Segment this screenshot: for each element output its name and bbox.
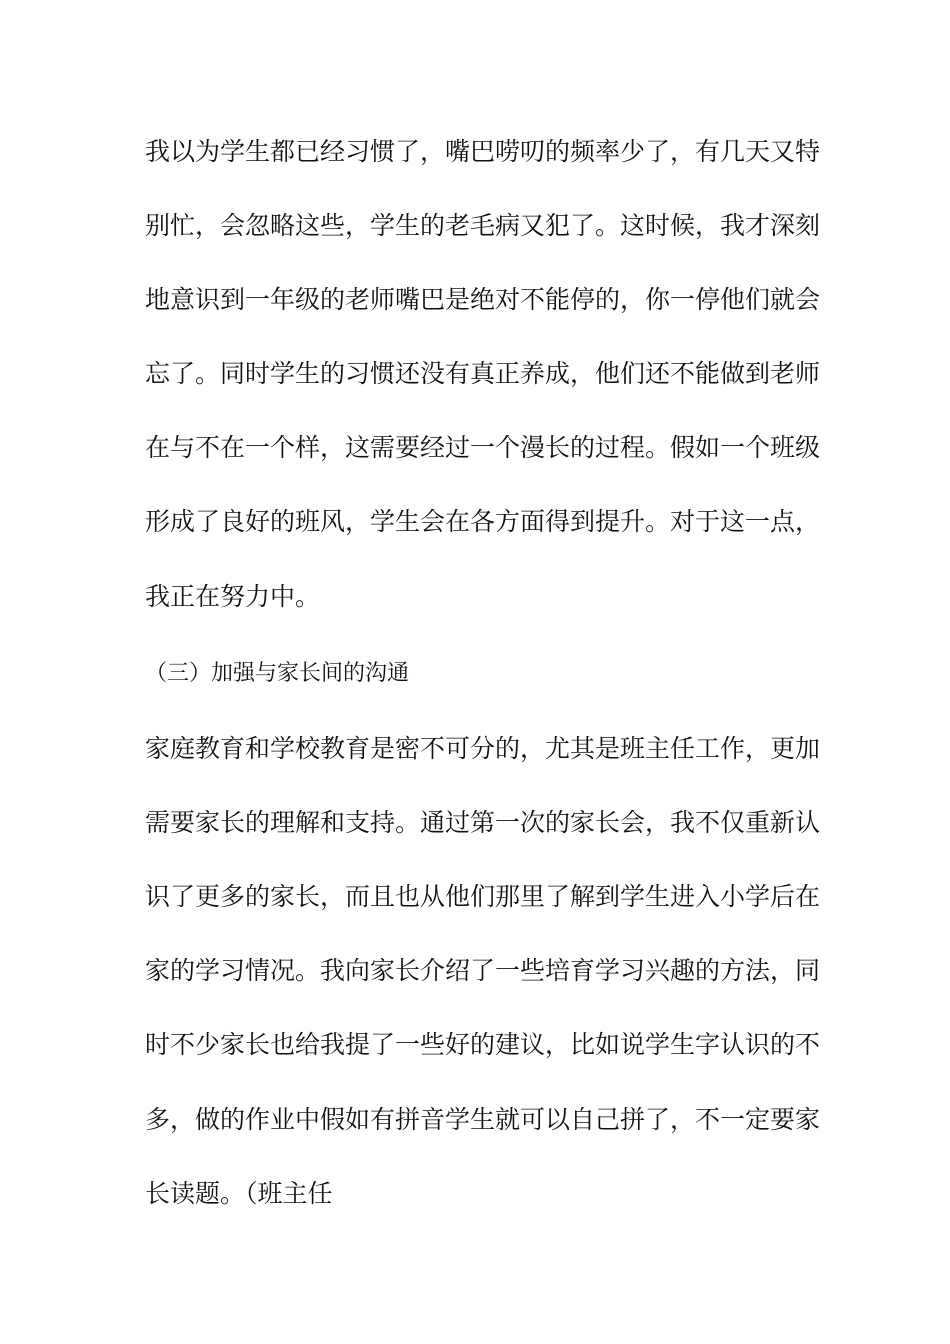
paragraph-1-line-4: 忘了。同时学生的习惯还没有真正养成，他们还不能做到老师 [145,359,821,388]
paragraph-2-line-2: 需要家长的理解和支持。通过第一次的家长会，我不仅重新认 [145,808,821,837]
paragraph-2-line-4: 家的学习情况。我向家长介绍了一些培育学习兴趣的方法，同 [145,956,821,985]
paragraph-1-line-6: 形成了良好的班风，学生会在各方面得到提升。对于这一点， [145,507,821,536]
paragraph-1-line-1: 我以为学生都已经习惯了，嘴巴唠叨的频率少了，有几天又特 [145,137,821,166]
paragraph-1-line-3: 地意识到一年级的老师嘴巴是绝对不能停的，你一停他们就会 [145,285,821,314]
paragraph-1-line-2: 别忙，会忽略这些，学生的老毛病又犯了。这时候，我才深刻 [145,211,821,240]
paragraph-2-line-6: 多，做的作业中假如有拼音学生就可以自己拼了，不一定要家 [145,1105,821,1134]
paragraph-2-line-7: 长读题。（班主任 [145,1179,333,1208]
paragraph-1-line-7: 我正在努力中。 [145,582,321,611]
paragraph-2-line-3: 识了更多的家长，而且也从他们那里了解到学生进入小学后在 [145,882,821,911]
paragraph-2-line-5: 时不少家长也给我提了一些好的建议，比如说学生字认识的不 [145,1030,821,1059]
paragraph-1-line-5: 在与不在一个样，这需要经过一个漫长的过程。假如一个班级 [145,433,821,462]
section-heading: （三）加强与家长间的沟通 [145,661,410,686]
paragraph-2-line-1: 家庭教育和学校教育是密不可分的，尤其是班主任工作，更加 [145,734,821,763]
